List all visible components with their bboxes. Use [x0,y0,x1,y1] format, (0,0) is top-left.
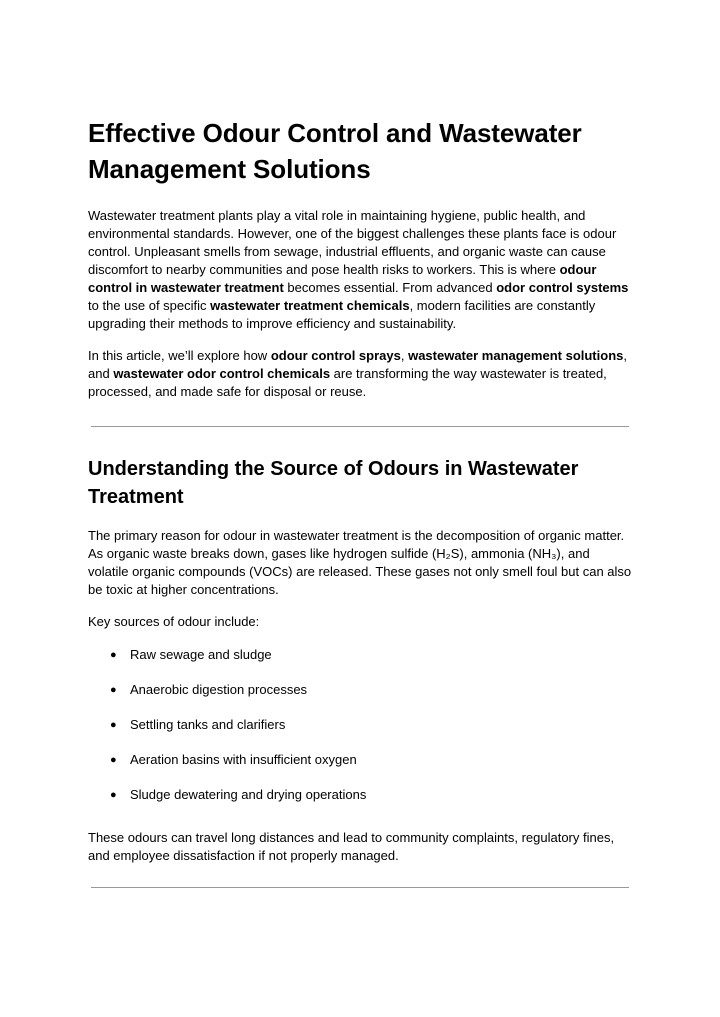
bold-term: odour control in wastewater treatment [88,262,597,295]
intro-paragraph-2 [88,347,633,401]
section-paragraph-1: The primary reason for odour in wastewater treatment is the decomposition of organic matter. As organic waste breaks down, gases like hydrogen sulfide (H₂S), ammonia (NH₃), and volatile organic compounds (VOCs) are released. These gases not only smell foul but can also be toxic at higher concentrations. [88,528,632,597]
list-item [88,751,633,769]
list-item [88,716,633,734]
document-page [88,115,633,888]
bullet-icon: ● [110,684,117,696]
bold-term: wastewater treatment chemicals [210,298,410,313]
text-run: Wastewater treatment plants play a vital role in maintaining hygiene, public health, and environmental standards. However, one of the biggest challenges these plants face is odour control. Unpleasant smells from sewage, industrial effluents, and organic waste can cause discomfort to nearby communities and pose health risks to workers. This is where [88,208,617,277]
bold-term: wastewater management solutions [408,348,624,363]
list-item-text: Aeration basins with insufficient oxygen [130,752,357,767]
section-divider [91,426,629,427]
list-item-text: Anaerobic digestion processes [130,682,308,697]
bold-term: wastewater odor control chemicals [113,366,331,381]
list-item-text: Raw sewage and sludge [130,647,272,662]
text-run: becomes essential. From advanced [283,280,497,295]
odour-sources-list [88,646,633,804]
section-paragraph-2: Key sources of odour include: [88,614,260,629]
text-run: In this article, we’ll explore how [88,348,271,363]
intro-paragraph-1 [88,207,633,333]
text-run: are transforming the way wastewater is treated, processed, and made safe for disposal or reuse. [88,366,607,399]
bullet-icon: ● [110,789,117,801]
text-run: , [400,348,409,363]
bullet-icon: ● [110,754,117,766]
section-heading: Understanding the Source of Odours in Wastewater Treatment [88,458,579,508]
text-run: to the use of specific [88,298,211,313]
bold-term: odor control systems [496,280,629,295]
list-item-text: Sludge dewatering and drying operations [130,787,367,802]
bullet-icon: ● [110,649,117,661]
bold-term: odour control sprays [270,348,401,363]
page-title: Effective Odour Control and Wastewater Management Solutions [88,118,582,184]
section-paragraph-3: These odours can travel long distances and lead to community complaints, regulatory fines, and employee dissatisfaction if not properly managed. [88,830,615,863]
list-item [88,786,633,804]
list-item-text: Settling tanks and clarifiers [130,717,286,732]
bullet-icon: ● [110,719,117,731]
list-item [88,681,633,699]
list-item [88,646,633,664]
text-run: , and [88,348,627,381]
section-divider [91,887,629,888]
text-run: , modern facilities are constantly upgrading their methods to improve efficiency and sustainability. [88,298,596,331]
